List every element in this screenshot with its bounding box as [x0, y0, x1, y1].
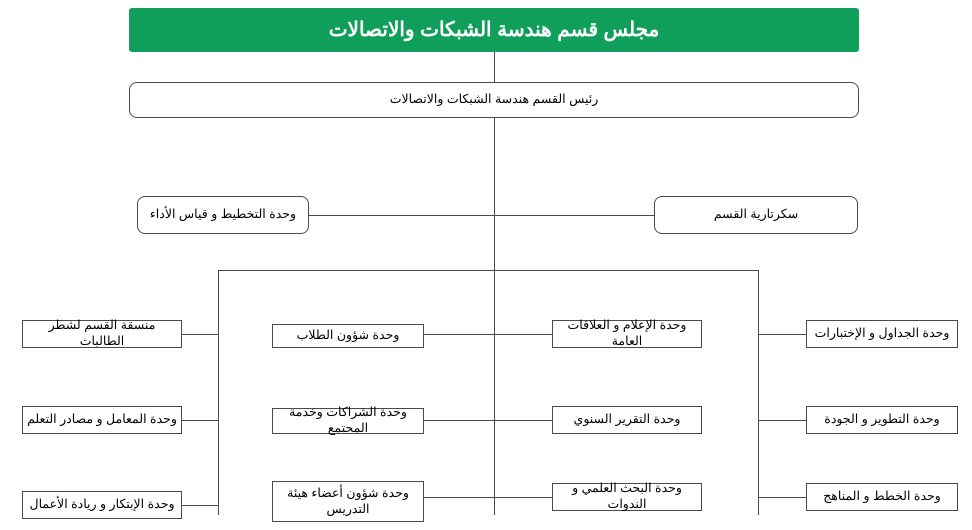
secretariat-node: سكرتارية القسم	[654, 196, 858, 234]
unit-media-public-relations: وحدة الإعلام و العلاقات العامة	[552, 320, 702, 348]
planning-unit-node: وحدة التخطيط و قياس الأداء	[137, 196, 309, 234]
department-head-node: رئيس القسم هندسة الشبكات والاتصالات	[129, 82, 859, 118]
unit-partnerships-community: وحدة الشراكات وخدمة المجتمع	[272, 408, 424, 434]
unit-labs-learning-resources: وحدة المعامل و مصادر التعلم	[22, 406, 182, 434]
connector-row3-center-left	[424, 497, 494, 498]
connector-row2-left	[182, 420, 218, 421]
coordinator-female-section: منسقة القسم لشطر الطالبات	[22, 320, 182, 348]
unit-faculty-affairs: وحدة شؤون أعضاء هيئة التدريس	[272, 481, 424, 522]
unit-research-seminars: وحدة البحث العلمي و الندوات	[552, 483, 702, 511]
connector-title-head	[494, 52, 495, 82]
connector-main-bus	[218, 270, 759, 271]
connector-row3-center-right	[494, 497, 552, 498]
unit-annual-report: وحدة التقرير السنوي	[552, 406, 702, 434]
connector-row2-right	[758, 420, 806, 421]
connector-row3-right	[758, 497, 806, 498]
unit-development-quality: وحدة التطوير و الجودة	[806, 406, 958, 434]
unit-schedules-exams: وحدة الجداول و الإختبارات	[806, 320, 958, 348]
connector-drop-left	[218, 270, 219, 515]
connector-row1-right	[758, 334, 806, 335]
connector-trunk-secretariat	[494, 215, 654, 216]
connector-row2-center-left	[424, 420, 494, 421]
connector-head-trunk	[494, 118, 495, 270]
connector-row1-center-right	[494, 334, 552, 335]
unit-plans-curricula: وحدة الخطط و المناهج	[806, 483, 958, 511]
connector-row1-center-left	[424, 334, 494, 335]
connector-row2-center-right	[494, 420, 552, 421]
unit-student-affairs: وحدة شؤون الطلاب	[272, 324, 424, 348]
connector-drop-right	[758, 270, 759, 515]
connector-row1-left	[182, 334, 218, 335]
chart-title: مجلس قسم هندسة الشبكات والاتصالات	[129, 8, 859, 52]
unit-innovation-entrepreneurship: وحدة الإبتكار و ريادة الأعمال	[22, 491, 182, 519]
connector-row3-left	[182, 505, 218, 506]
connector-trunk-planning	[309, 215, 494, 216]
connector-drop-center	[494, 270, 495, 515]
